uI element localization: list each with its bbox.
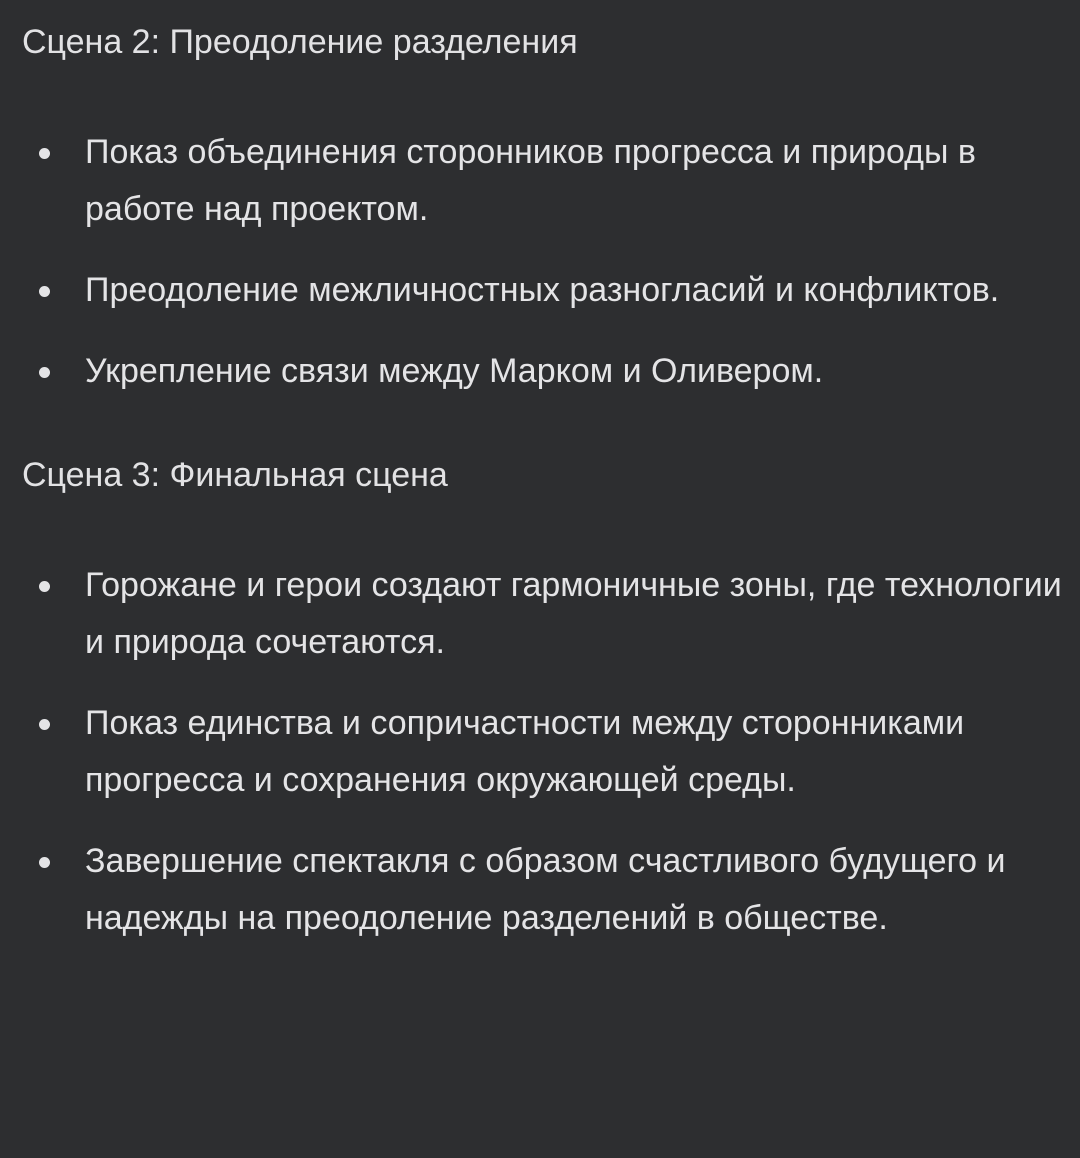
list-item-text: Преодоление межличностных разногласий и конфликтов. — [85, 271, 1000, 309]
list-item — [22, 124, 1060, 238]
bullet-icon — [39, 148, 50, 159]
list-item — [22, 695, 1060, 809]
scene-3-heading: Сцена 3: Финальная сцена — [22, 456, 448, 494]
list-item-text: Показ объединения сторонников прогресса и природы в работе над проектом. — [85, 133, 976, 228]
list-item-text: Укрепление связи между Марком и Оливером. — [85, 352, 824, 390]
list-item-text: Завершение спектакля с образом счастливого будущего и надежды на преодоление разделений в обществе. — [85, 842, 1006, 937]
scene-2-list — [22, 124, 1060, 400]
list-item — [22, 833, 1060, 947]
bullet-icon — [39, 581, 50, 592]
bullet-icon — [39, 286, 50, 297]
list-item — [22, 343, 1060, 400]
bullet-icon — [39, 857, 50, 868]
list-item-text: Показ единства и сопричастности между сторонниками прогресса и сохранения окружающей среды. — [85, 704, 965, 799]
list-item — [22, 262, 1060, 319]
bullet-icon — [39, 367, 50, 378]
list-item-text: Горожане и герои создают гармоничные зоны, где технологии и природа сочетаются. — [85, 566, 1062, 661]
list-item — [22, 557, 1060, 671]
scene-2-heading: Сцена 2: Преодоление разделения — [22, 23, 578, 61]
bullet-icon — [39, 719, 50, 730]
scene-3-list — [22, 557, 1060, 947]
